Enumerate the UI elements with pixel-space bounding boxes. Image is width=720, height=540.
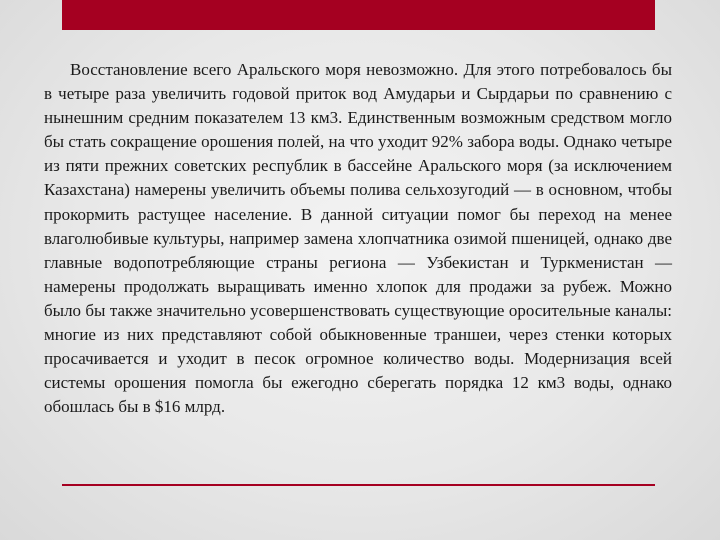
body-paragraph: Восстановление всего Аральского моря невозможно. Для этого потребовалось бы в четыре раза увеличить годовой приток вод Амударьи и Сырдарьи по сравнению с нынешним средним показателем 13 км3. Единственным возможным средством могло бы стать сокращение орошения полей, на что уходит 92% забора воды. Однако четыре из пяти прежних советских республик в бассейне Аральского моря (за исключением Казахстана) намерены увеличить объемы полива сельхозугодий — в основном, чтобы прокормить растущее население. В данной ситуации помог бы переход на менее влаголюбивые культуры, например замена хлопчатника озимой пшеницей, однако две главные водопотребляющие страны региона — Узбекистан и Туркменистан — намерены продолжать выращивать именно хлопок для продажи за рубеж. Можно было бы также значительно усовершенствовать существующие оросительные каналы: многие из них представляют собой обыкновенные траншеи, через стенки которых просачивается и уходит в песок огромное количество воды. Модернизация всей системы орошения помогла бы ежегодно сберегать порядка 12 км3 воды, однако обошлась бы в $16 млрд. bbox=[44, 60, 672, 417]
top-accent-bar bbox=[62, 0, 655, 30]
bottom-accent-line bbox=[62, 484, 655, 486]
